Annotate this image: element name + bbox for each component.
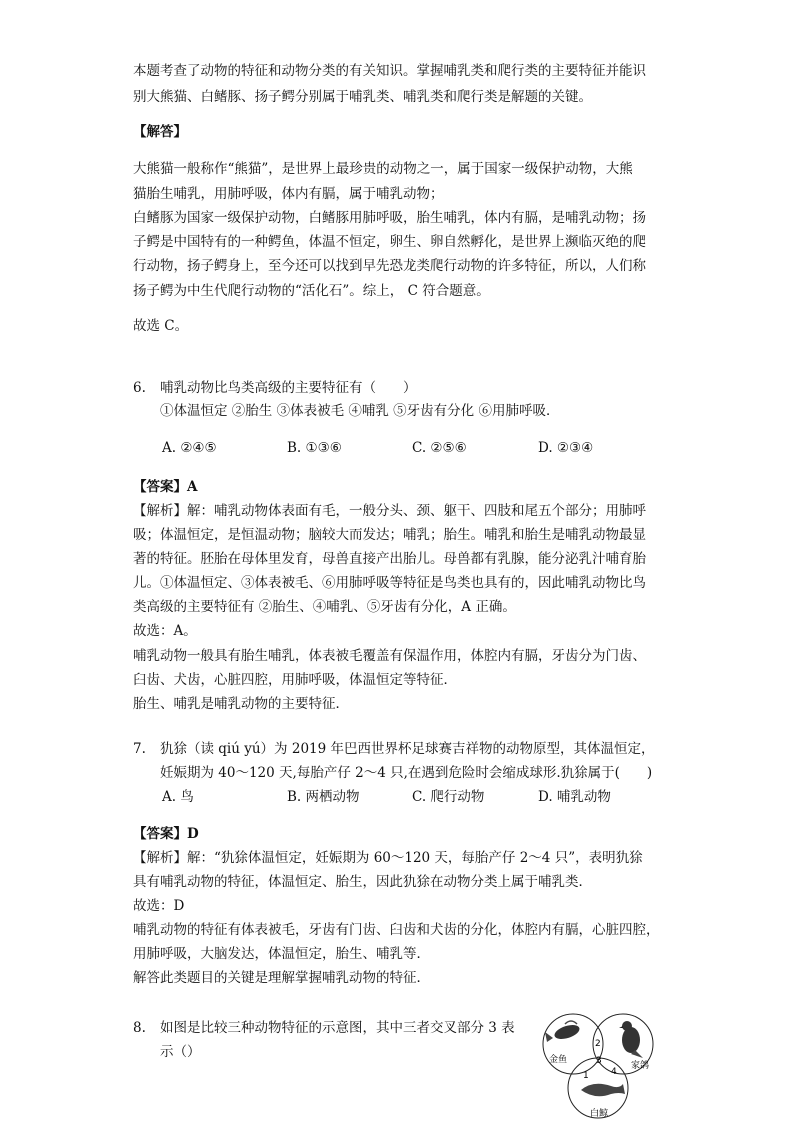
question-6-answer: 【答案】A [133,479,198,495]
question-8-stem-1: 如图是比较三种动物特征的示意图，其中三者交叉部分 3 表 [160,1020,515,1036]
venn-region-3: 3 [596,1056,602,1066]
question-6-analysis-6: 故选：A。 [133,623,197,639]
question-7-stem-1: 犰狳（读 qiú yú）为 2019 年巴西世界杯足球赛吉祥物的动物原型，其体温恒定， [160,741,655,757]
question-6-analysis-1: 【解析】解：哺乳动物体表面有毛，一般分头、颈、躯干、四肢和尾五个部分；用肺呼 [133,503,646,519]
question-8-number: 8. [133,1020,146,1036]
question-6-option-c: C. ②⑤⑥ [412,440,467,456]
venn-region-2: 2 [595,1039,601,1049]
venn-diagram [535,1010,663,1122]
question-6-analysis-4: 儿。①体温恒定、③体表被毛、⑥用肺呼吸等特征是鸟类也具有的，因此哺乳动物比鸟 [133,575,646,591]
venn-label-whale: 白鲸 [590,1109,609,1119]
venn-region-1: 1 [583,1071,589,1081]
venn-circle-goldfish [543,1014,603,1074]
question-6-analysis-5: 类高级的主要特征有 ②胎生、④哺乳、⑤牙齿有分化，A 正确。 [133,599,516,615]
question-7-stem-2: 妊娠期为 40～120 天,每胎产仔 2～4 只,在遇到危险时会缩成球形.犰狳属于( ) [160,765,653,781]
question-7-number: 7. [133,741,146,757]
solution-line-3: 白鳍豚为国家一级保护动物，白鳍豚用肺呼吸，胎生哺乳，体内有膈，是哺乳动物；扬 [133,210,646,226]
question-8-stem-2: 示（） [160,1044,201,1060]
question-7-option-c: C. 爬行动物 [412,789,485,805]
question-7-analysis-6: 解答此类题目的关键是理解掌握哺乳动物的特征． [133,970,430,986]
question-6-stem: 哺乳动物比鸟类高级的主要特征有（ ） [160,380,417,396]
question-7-option-a: A. 鸟 [162,789,194,805]
question-6-option-a: A. ②④⑤ [162,440,217,456]
venn-region-4: 4 [611,1067,617,1077]
question-7-analysis-4: 哺乳动物的特征有体表被毛，牙齿有门齿、臼齿和犬齿的分化，体腔内有膈，心脏四腔， [133,922,660,938]
question-7-answer: 【答案】D [133,826,199,842]
venn-label-pigeon: 家鸽 [631,1061,650,1071]
solution-conclusion: 故选 C。 [133,318,189,334]
solution-line-6: 扬子鳄为中生代爬行动物的“活化石”。综上， C 符合题意。 [133,283,490,299]
venn-label-goldfish: 金鱼 [549,1055,568,1065]
pigeon-illustration [619,1021,643,1058]
solution-line-4: 子鳄是中国特有的一种鳄鱼，体温不恒定，卵生、卵自然孵化，是世界上濒临灭绝的爬 [133,234,646,250]
question-6-option-b: B. ①③⑥ [287,440,342,456]
intro-line-1: 本题考查了动物的特征和动物分类的有关知识。掌握哺乳类和爬行类的主要特征并能识 [133,63,646,79]
question-7-analysis-1: 【解析】解：“犰狳体温恒定，妊娠期为 60～120 天，每胎产仔 2～4 只”，表明犰狳 [133,850,643,866]
question-6-analysis-8: 臼齿、犬齿，心脏四腔，用肺呼吸，体温恒定等特征． [133,672,457,688]
question-6-option-d: D. ②③④ [538,440,594,456]
intro-line-2: 别大熊猫、白鳍豚、扬子鳄分别属于哺乳类、哺乳类和爬行类是解题的关键。 [133,89,592,105]
solution-line-2: 猫胎生哺乳，用肺呼吸，体内有膈，属于哺乳动物； [133,186,444,202]
question-7-analysis-3: 故选：D [133,898,185,914]
question-7-option-d: D. 哺乳动物 [538,789,611,805]
solution-line-5: 行动物，扬子鳄身上，至今还可以找到早先恐龙类爬行动物的许多特征，所以，人们称 [133,258,646,274]
whale-illustration [581,1084,625,1097]
question-6-items: ①体温恒定 ②胎生 ③体表被毛 ④哺乳 ⑤牙齿有分化 ⑥用肺呼吸． [160,403,560,419]
question-7-analysis-2: 具有哺乳动物的特征，体温恒定、胎生，因此犰狳在动物分类上属于哺乳类． [133,874,592,890]
solution-line-1: 大熊猫一般称作“熊猫”，是世界上最珍贵的动物之一，属于国家一级保护动物，大熊 [133,161,633,177]
question-7-analysis-5: 用肺呼吸，大脑发达，体温恒定，胎生、哺乳等． [133,946,430,962]
solution-heading: 【解答】 [133,124,187,140]
question-6-analysis-2: 吸；体温恒定，是恒温动物；脑较大而发达；哺乳；胎生。哺乳和胎生是哺乳动物最显 [133,527,646,543]
question-6-analysis-3: 著的特征。胚胎在母体里发育，母兽直接产出胎儿。母兽都有乳腺，能分泌乳汁哺育胎 [133,551,646,567]
question-6-number: 6. [133,380,146,396]
question-6-analysis-9: 胎生、哺乳是哺乳动物的主要特征． [133,696,349,712]
question-6-analysis-7: 哺乳动物一般具有胎生哺乳，体表被毛覆盖有保温作用，体腔内有膈，牙齿分为门齿、 [133,648,646,664]
question-7-option-b: B. 两栖动物 [287,789,360,805]
